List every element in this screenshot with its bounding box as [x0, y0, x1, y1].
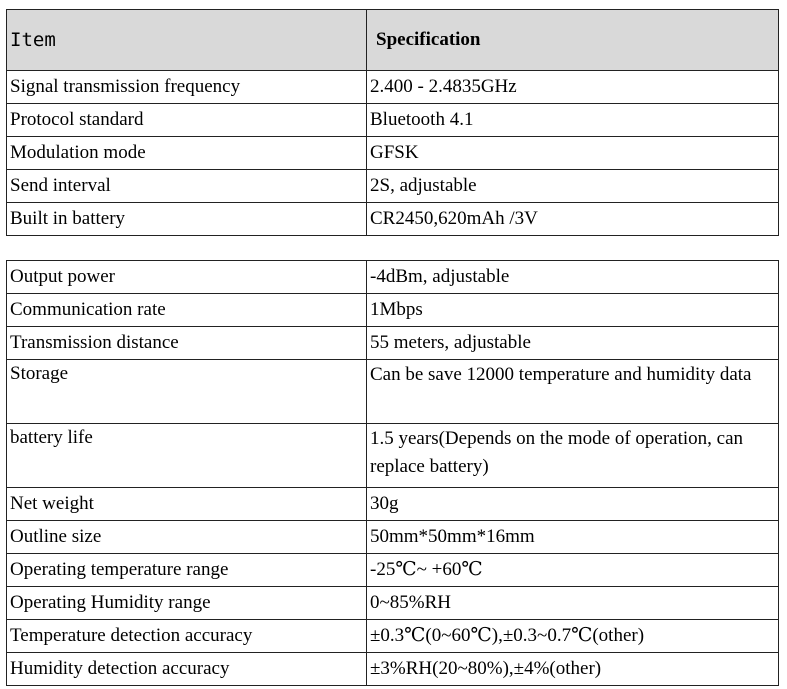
table-row	[7, 360, 779, 424]
row-item: Outline size	[7, 521, 367, 554]
row-spec: ±0.3℃(0~60℃),±0.3~0.7℃(other)	[367, 620, 779, 653]
table-row	[7, 488, 779, 521]
row-item: Communication rate	[7, 294, 367, 327]
row-spec: 50mm*50mm*16mm	[367, 521, 779, 554]
table-row	[7, 261, 779, 294]
row-item: battery life	[7, 424, 367, 488]
row-item: Send interval	[7, 170, 367, 203]
table-header-row	[7, 10, 779, 71]
row-spec: -4dBm, adjustable	[367, 261, 779, 294]
table-row	[7, 424, 779, 488]
row-item: Operating temperature range	[7, 554, 367, 587]
row-spec: ±3%RH(20~80%),±4%(other)	[367, 653, 779, 686]
table-row	[7, 170, 779, 203]
row-spec: 2.400 - 2.4835GHz	[367, 71, 779, 104]
row-item: Humidity detection accuracy	[7, 653, 367, 686]
row-item: Storage	[7, 360, 367, 424]
row-spec: 0~85%RH	[367, 587, 779, 620]
table-row	[7, 327, 779, 360]
table-row	[7, 653, 779, 686]
table-row	[7, 104, 779, 137]
table-row	[7, 620, 779, 653]
row-spec: 55 meters, adjustable	[367, 327, 779, 360]
row-spec: -25℃~ +60℃	[367, 554, 779, 587]
spec-table-basic	[6, 9, 779, 236]
table-row	[7, 554, 779, 587]
table-row	[7, 71, 779, 104]
spec-table-extended	[6, 260, 779, 686]
row-spec: 30g	[367, 488, 779, 521]
row-spec: 1Mbps	[367, 294, 779, 327]
row-spec: GFSK	[367, 137, 779, 170]
row-item: Temperature detection accuracy	[7, 620, 367, 653]
row-spec: Can be save 12000 temperature and humidity data	[367, 360, 779, 424]
table-row	[7, 203, 779, 236]
table-row	[7, 587, 779, 620]
row-item: Protocol standard	[7, 104, 367, 137]
header-specification: Specification	[367, 10, 779, 71]
header-item: Item	[7, 10, 367, 71]
row-item: Modulation mode	[7, 137, 367, 170]
row-item: Net weight	[7, 488, 367, 521]
row-item: Output power	[7, 261, 367, 294]
table-row	[7, 521, 779, 554]
row-spec: 2S, adjustable	[367, 170, 779, 203]
row-item: Operating Humidity range	[7, 587, 367, 620]
table-row	[7, 294, 779, 327]
table-row	[7, 137, 779, 170]
row-spec: CR2450,620mAh /3V	[367, 203, 779, 236]
row-spec: Bluetooth 4.1	[367, 104, 779, 137]
row-spec: 1.5 years(Depends on the mode of operation, can replace battery)	[367, 424, 779, 488]
row-item: Transmission distance	[7, 327, 367, 360]
row-item: Signal transmission frequency	[7, 71, 367, 104]
row-item: Built in battery	[7, 203, 367, 236]
